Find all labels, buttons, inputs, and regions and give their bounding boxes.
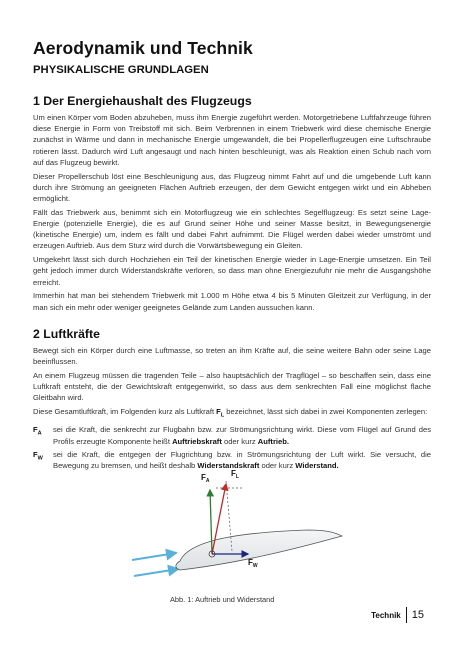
- section2-paragraph: An einem Flugzeug müssen die tragenden Teile – also hauptsächlich der Tragflügel – so beschaffen sein, dass eine Luftkraft entsteht, die der Gewichtskraft entgegenwirkt, so dass aus dem senkrechten Fall eine möglichst flache Gleitbahn wird.: [33, 370, 431, 403]
- content: [33, 82, 431, 473]
- section2-paragraph: Bewegt sich ein Körper durch eine Luftmasse, so treten an ihm Kräfte auf, die seine weitere Bahn oder seine Lage beeinflussen.: [33, 345, 431, 367]
- section1-paragraph: Umgekehrt lässt sich durch Hochziehen ein Teil der kinetischen Energie wieder in Lage-Energie umsetzen. Ein Teil geht jedoch immer durch Widerstandskräfte verloren, so dass man ohne Energiezufuhr nie mehr die Ausgangshöhe erreicht.: [33, 255, 431, 287]
- airflow-arrow: [134, 569, 178, 576]
- label-fl: $F_L$: [231, 469, 239, 480]
- section1-heading: 1 Der Energiehaushalt des Flugzeugs: [33, 94, 252, 108]
- drag-definition-text: sei die Kraft, die entgegen der Flugrichtung bzw. in Strömungsrichtung der Luft wirkt. Sie versucht, die Bewegung zu bremsen, und heißt deshalb Widerstandskraft oder kurz Widerstand.: [53, 449, 431, 470]
- footer-divider: [406, 607, 407, 623]
- airflow-arrow: [132, 553, 176, 560]
- wing-profile: [176, 530, 342, 570]
- section2-heading: 2 Luftkräfte: [33, 326, 100, 341]
- section1-paragraph: Fällt das Triebwerk aus, benimmt sich ein Motorflugzeug wie ein schlechtes Segelflugzeug: Es setzt seine Lage-Energie (potenzielle Energie), die es auf Grund seiner Höhe und seiner Masse besitzt, in Bewegungsenergie (kinetische Energie) um, indem es fällt und dabei Fahrt aufnimmt. Die Flügel werden dabei wieder umströmt und erzeugen Auftrieb. Aus dem Sturz wird durch die Vorwärtsbewegung ein Gleiten.: [33, 207, 431, 251]
- label-fa: $F_A$: [201, 473, 210, 484]
- section2-paragraph: Diese Gesamtluftkraft, im Folgenden kurz als Luftkraft $F_L$ bezeichnet, lässt sich dabei in zwei Komponenten zerlegen:: [33, 407, 428, 419]
- lift-symbol: $F_A$: [33, 425, 42, 437]
- lift-definition-text: sei die Kraft, die senkrecht zur Flugbahn bzw. zur Strömungsrichtung wirkt. Diese vom Flügel auf Grund des Profils erzeugte Komponente heißt Auftriebskraft oder kurz Auftrieb.: [53, 425, 431, 446]
- page-number: 15: [411, 609, 424, 621]
- page-subtitle: PHYSIKALISCHE GRUNDLAGEN: [33, 64, 209, 76]
- definition-lift: [33, 424, 431, 446]
- figure-caption: Abb. 1: Auftrieb und Widerstand: [170, 595, 275, 604]
- section1-paragraph: Dieser Propellerschub löst eine Beschleunigung aus, das Flugzeug nimmt Fahrt auf und die umgebende Luft kann durch ihre Strömung an geeigneten Flächen Auftrieb erzeugen, der dem Gewicht entgegen wirkt und ein Abheben ermöglicht.: [33, 171, 431, 204]
- section1-paragraph: Immerhin hat man bei stehendem Triebwerk mit 1.000 m Höhe etwa 4 bis 5 Minuten Gleitzeit zur Verfügung, in der man sich ein mehr oder weniger geeignetes Gelände zum Landen aussuchen kann.: [33, 291, 431, 312]
- page-footer: [371, 607, 424, 623]
- label-fw: $F_W$: [248, 558, 258, 569]
- footer-section: Technik: [371, 610, 401, 620]
- section1-paragraph: Um einen Körper vom Boden abzuheben, muss ihm Energie zugeführt werden. Motorgetriebene Luftfahrzeuge führen diese Energie in Form von Treibstoff mit sich. Beim Verbrennen in einem Triebwerk wird diese chemische Energie zunächst in Wärme und dann in mechanische Energie umgewandelt, die bei Propellerflugzeugen eine Luftschraube rotieren lässt. Dadurch wird Luft angesaugt und nach hinten beschleunigt, was als Reaktion einen Schub nach vorn auf das Flugzeug bewirkt.: [33, 113, 431, 167]
- page-title: Aerodynamik und Technik: [33, 38, 253, 58]
- drag-symbol: $F_W$: [33, 449, 43, 462]
- lift-drag-diagram: [120, 466, 350, 596]
